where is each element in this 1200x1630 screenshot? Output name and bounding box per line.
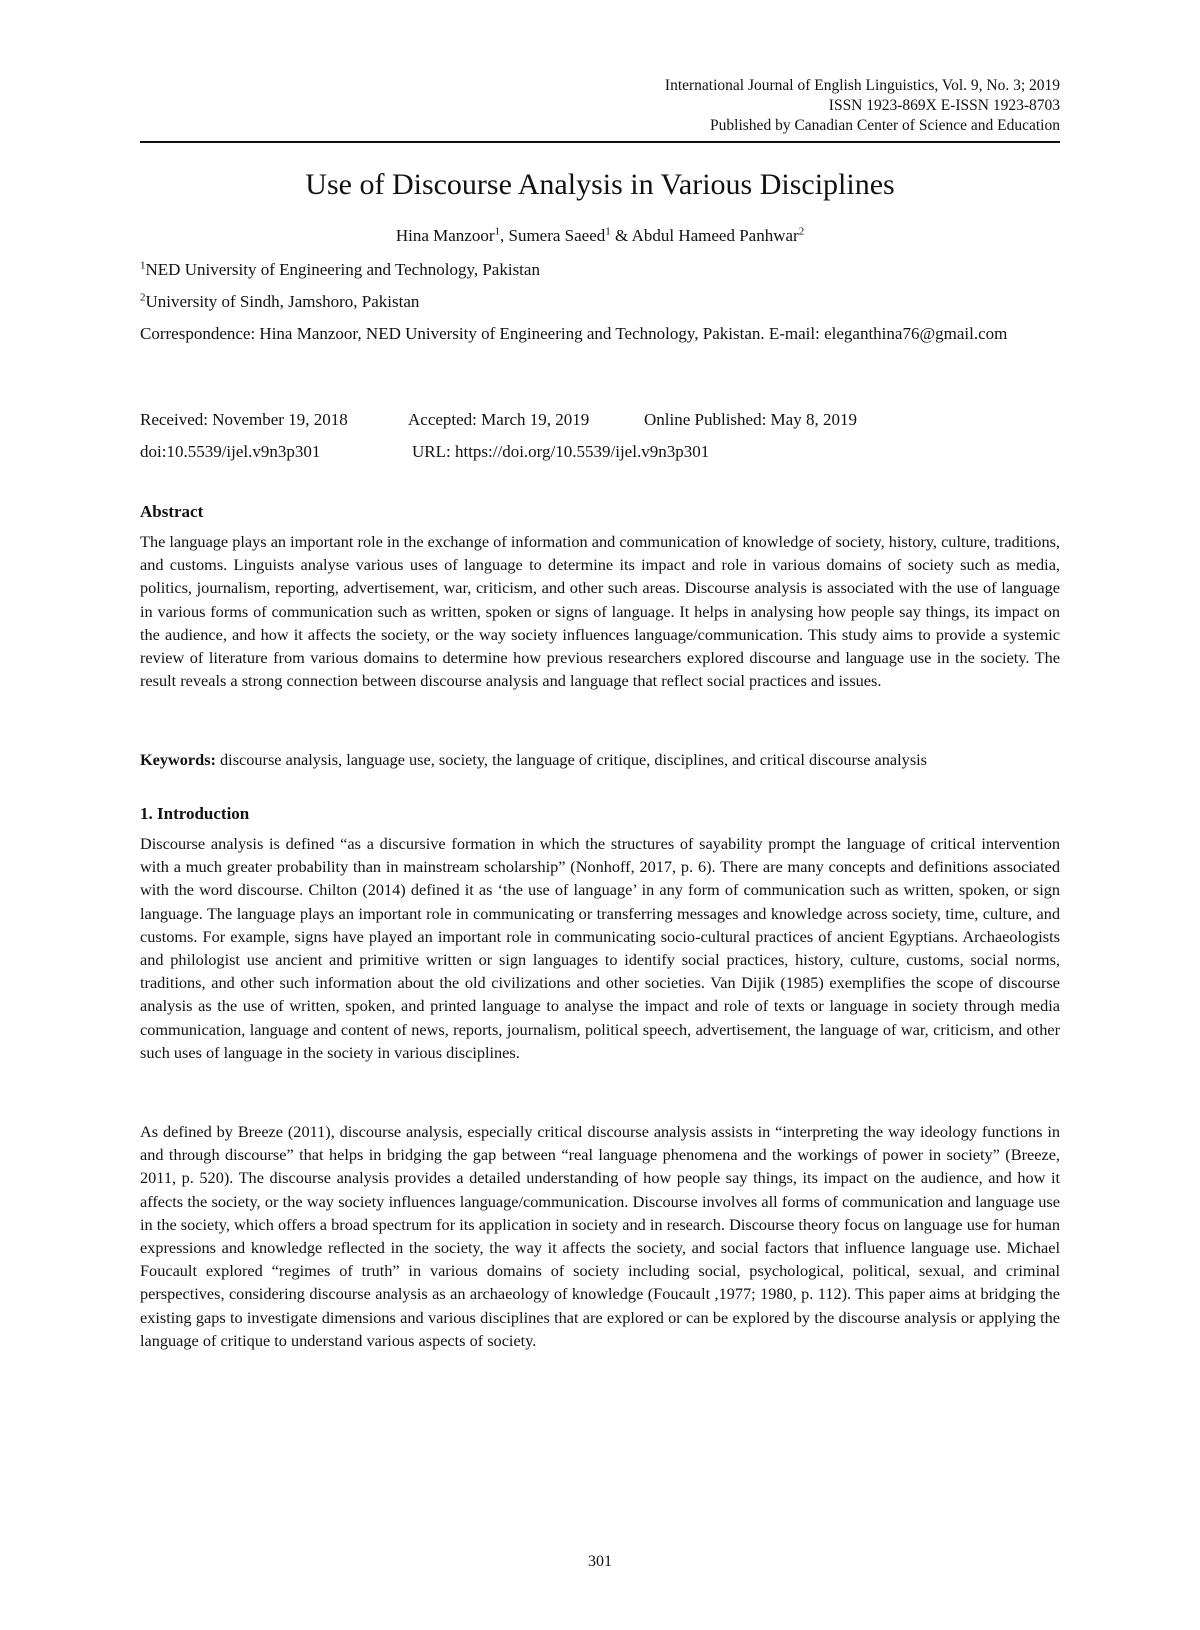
abstract-body: The language plays an important role in the exchange of information and communication of knowledge of society, history, culture, traditions, and customs. Linguists analyse various uses of language to determine its impact and role in various domains of society such as media, politics, journalism, reporting, advertisement, war, criticism, and other such areas. Discourse analysis is associated with the use of language in various forms of communication such as written, spoken or signs of language. It helps in analysing how people say things, its impact on the audience, and how it affects the society, or the way society influences language/communication. This study aims to provide a systemic review of literature from various domains to determine how previous researchers explored discourse and language use in the society. The result reveals a strong connection between discourse analysis and language that reflect social practices and issues. xyxy=(140,532,1060,691)
affiliation xyxy=(140,290,1060,314)
author-separator: , xyxy=(499,226,509,245)
received-date: Received: November 19, 2018 xyxy=(140,410,348,429)
body-paragraph: Discourse analysis is defined “as a discursive formation in which the structures of sayability prompt the language of critical intervention with a much greater probability than in mainstream scholarship” (Nonhoff, 2017, p. 6). There are many concepts and definitions associated with the word discourse. Chilton (2014) defined it as ‘the use of language’ in any form of communication such as written, spoken, or sign language. The language plays an important role in communicating or transferring messages and knowledge across society, time, culture, and customs. For example, signs have played an important role in communicating socio-cultural practices of ancient Egyptians. Archaeologists and philologist use ancient and primitive written or sign languages to identify social practices, history, culture, customs, social norms, traditions, and other such information about the old civilizations and other societies. Van Dijik (1985) exemplifies the scope of discourse analysis as the use of written, spoken, and printed language to analyse the impact and role of texts or language in society through media communication, language and content of news, reports, journalism, political speech, advertisement, the language of war, criticism, and other such uses of language in the society in various disciplines. xyxy=(140,834,1060,1062)
keywords xyxy=(140,748,1060,771)
author-name: Abdul Hameed Panhwar xyxy=(631,226,799,245)
abstract-heading: Abstract xyxy=(140,502,204,521)
keywords-label: Keywords: xyxy=(140,750,216,769)
paper-title: Use of Discourse Analysis in Various Disciplines xyxy=(305,168,895,201)
accepted-date: Accepted: March 19, 2019 xyxy=(408,410,590,429)
author-name: Sumera Saeed xyxy=(508,226,606,245)
publisher: Published by Canadian Center of Science and Education xyxy=(710,117,1060,134)
paper-page xyxy=(140,0,1060,1630)
header-rule xyxy=(140,141,1060,143)
author-affiliation-mark: 1 xyxy=(605,225,611,238)
affiliation-text: NED University of Engineering and Technology, Pakistan xyxy=(145,260,540,279)
affiliation-number: 2 xyxy=(140,291,146,304)
journal-citation: International Journal of English Linguistics, Vol. 9, No. 3; 2019 xyxy=(664,77,1060,94)
publication-dates xyxy=(140,408,1060,432)
affiliation-text: University of Sindh, Jamshoro, Pakistan xyxy=(145,292,420,311)
affiliation-number: 1 xyxy=(140,259,146,272)
author-affiliation-mark: 1 xyxy=(494,225,500,238)
author-name: Hina Manzoor xyxy=(395,226,495,245)
running-head xyxy=(140,76,1060,136)
issn: ISSN 1923-869X E-ISSN 1923-8703 xyxy=(828,97,1060,114)
affiliation xyxy=(140,258,1060,282)
published-date: Online Published: May 8, 2019 xyxy=(644,410,857,429)
author-affiliation-mark: 2 xyxy=(798,225,805,238)
section-heading-introduction: 1. Introduction xyxy=(140,804,250,823)
body-paragraph: As defined by Breeze (2011), discourse analysis, especially critical discourse analysis assists in “interpreting the way ideology functions in and through discourse” that helps in bridging the gap between “real language phenomena and the workings of power in society” (Breeze, 2011, p. 520). The discourse analysis provides a detailed understanding of how people say things, its impact on the audience, and how it affects the society, or the way society influences language/communication. Discourse involves all forms of communication and language use in the society, which offers a broad spectrum for its application in society and in research. Discourse theory focus on language use for human expressions and knowledge reflected in the society, the way it affects the society, and social factors that influence language use. Michael Foucault explored “regimes of truth” in various domains of society including social, psychological, political, sexual, and criminal perspectives, considering discourse analysis as an archaeology of knowledge (Foucault ,1977; 1980, p. 112). This paper aims at bridging the existing gaps to investigate dimensions and various disciplines that are explored or can be explored by the discourse analysis or applying the language of critique to understand various aspects of society. xyxy=(140,1122,1060,1350)
author-separator: & xyxy=(610,226,632,245)
identifiers xyxy=(140,440,1060,464)
doi: doi:10.5539/ijel.v9n3p301 xyxy=(140,442,321,461)
doi-url-link[interactable]: URL: https://doi.org/10.5539/ijel.v9n3p301 xyxy=(412,442,710,461)
author-list xyxy=(140,224,1060,248)
keywords-text: discourse analysis, language use, society, the language of critique, disciplines, and critical discourse analysis xyxy=(215,750,928,769)
correspondence: Correspondence: Hina Manzoor, NED University of Engineering and Technology, Pakistan. E-mail: eleganthina76@gmail.com xyxy=(140,324,1008,343)
page-number: 301 xyxy=(588,1553,612,1570)
